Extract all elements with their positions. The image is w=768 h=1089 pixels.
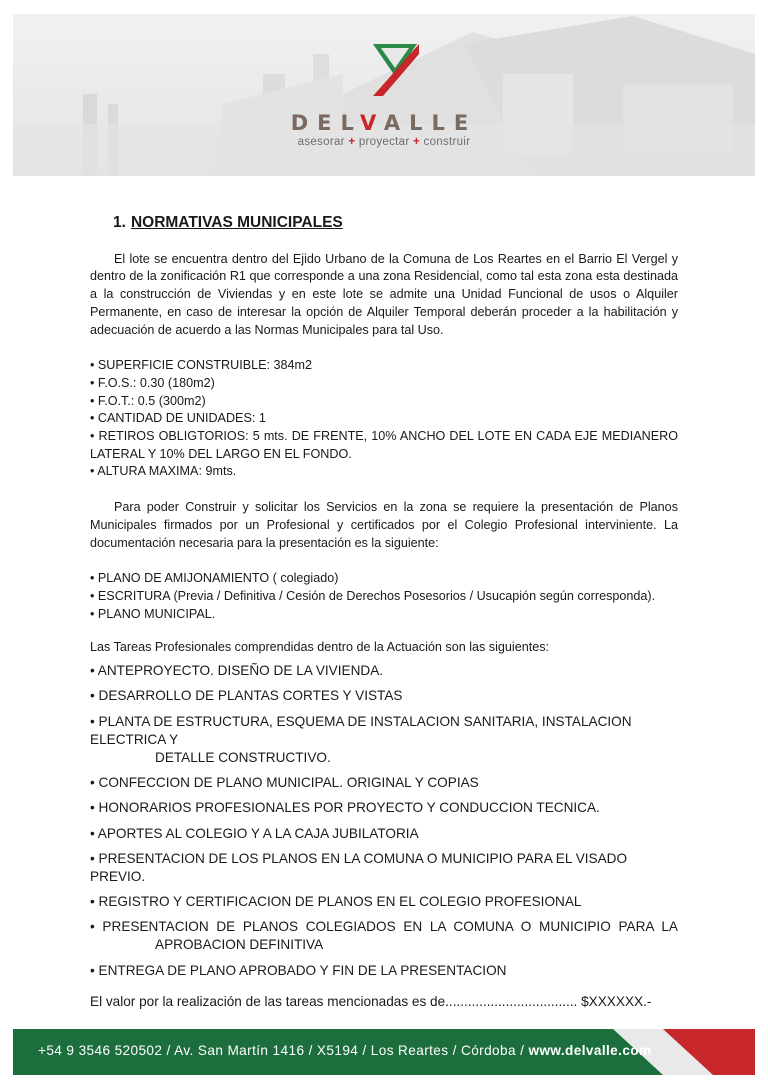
website-link[interactable]: www.delvalle.com [528,1043,652,1058]
brand-name: DELVALLE [290,111,478,135]
task-item: • REGISTRO Y CERTIFICACION DE PLANOS EN EL COLEGIO PROFESIONAL [90,894,582,910]
task-line: • PRESENTACION DE PLANOS COLEGIADOS EN LA COMUNA O MUNICIPIO PARA LA [90,919,678,935]
requirements-paragraph: Para poder Construir y solicitar los Servicios en la zona se requiere la presentación de Planos Municipales firmados por un Profesional y certificados por el Colegio Profesional interviniente. La documentación necesaria para la presentación es la siguiente: [90,500,678,550]
task-item [90,918,678,954]
task-item: • HONORARIOS PROFESIONALES POR PROYECTO Y CONDUCCION TECNICA. [90,800,600,816]
task-item: • CONFECCION DE PLANO MUNICIPAL. ORIGINAL Y COPIAS [90,774,479,790]
list-item: • F.O.T.: 0.5 (300m2) [90,393,206,408]
list-item: • RETIROS OBLIGTORIOS: 5 mts. DE FRENTE, 10% ANCHO DEL LOTE EN CADA EJE MEDIANERO LATERAL Y 10% DEL LARGO EN EL FONDO. [90,429,678,461]
task-item: • ENTREGA DE PLANO APROBADO Y FIN DE LA PRESENTACION [90,962,507,978]
list-item: • SUPERFICIE CONSTRUIBLE: 384m2 [90,358,313,373]
list-item: • ALTURA MAXIMA: 9mts. [90,464,237,479]
documents-list [90,570,678,623]
list-item: • PLANO MUNICIPAL. [90,606,216,621]
tasks-intro: Las Tareas Profesionales comprendidas dentro de la Actuación son las siguientes: [90,640,550,655]
document-body [90,214,678,1010]
price-line: El valor por la realización de las tareas mencionadas es de................................... $XXXXXX.- [90,993,652,1009]
task-item: • ANTEPROYECTO. DISEÑO DE LA VIVIENDA. [90,663,384,679]
footer-contact: +54 9 3546 520502 / Av. San Martín 1416 / X5194 / Los Reartes / Córdoba / www.delvalle.com [38,1043,652,1058]
list-item: • CANTIDAD DE UNIDADES: 1 [90,411,266,426]
task-item: • DESARROLLO DE PLANTAS CORTES Y VISTAS [90,688,403,704]
list-item: • ESCRITURA (Previa / Definitiva / Cesión de Derechos Posesorios / Usucapión según corresponda). [90,588,656,603]
footer-bar [13,1029,755,1075]
list-item: • F.O.S.: 0.30 (180m2) [90,375,215,390]
task-item [90,713,678,767]
brand-tagline: asesorar + proyectar + construir [297,136,471,148]
tasks-list [90,662,678,980]
task-continuation: APROBACION DEFINITIVA [155,937,324,953]
task-continuation: DETALLE CONSTRUCTIVO. [155,749,331,765]
specs-list [90,357,678,481]
section-title: 1. NORMATIVAS MUNICIPALES [113,214,343,231]
intro-paragraph: El lote se encuentra dentro del Ejido Urbano de la Comuna de Los Reartes en el Barrio El Vergel y dentro de la zonificación R1 que corresponde a una zona Residencial, como tal esta zona esta destinada a la construcción de Viviendas y en este lote se admite una Unidad Funcional de usos o Alquiler Permanente, en caso de interesar la opción de Alquiler Temporal deberán proceder a la habilitación y adecuación de acuerdo a las Normas Municipales para tal Uso. [90,251,678,337]
task-line: • PLANTA DE ESTRUCTURA, ESQUEMA DE INSTALACION SANITARIA, INSTALACION ELECTRICA Y [90,713,632,747]
header-banner [13,14,755,176]
task-item: • PRESENTACION DE LOS PLANOS EN LA COMUNA O MUNICIPIO PARA EL VISADO PREVIO. [90,850,628,884]
list-item: • PLANO DE AMIJONAMIENTO ( colegiado) [90,571,339,586]
task-item: • APORTES AL COLEGIO Y A LA CAJA JUBILATORIA [90,825,419,841]
delvalle-logo-icon [373,44,419,96]
